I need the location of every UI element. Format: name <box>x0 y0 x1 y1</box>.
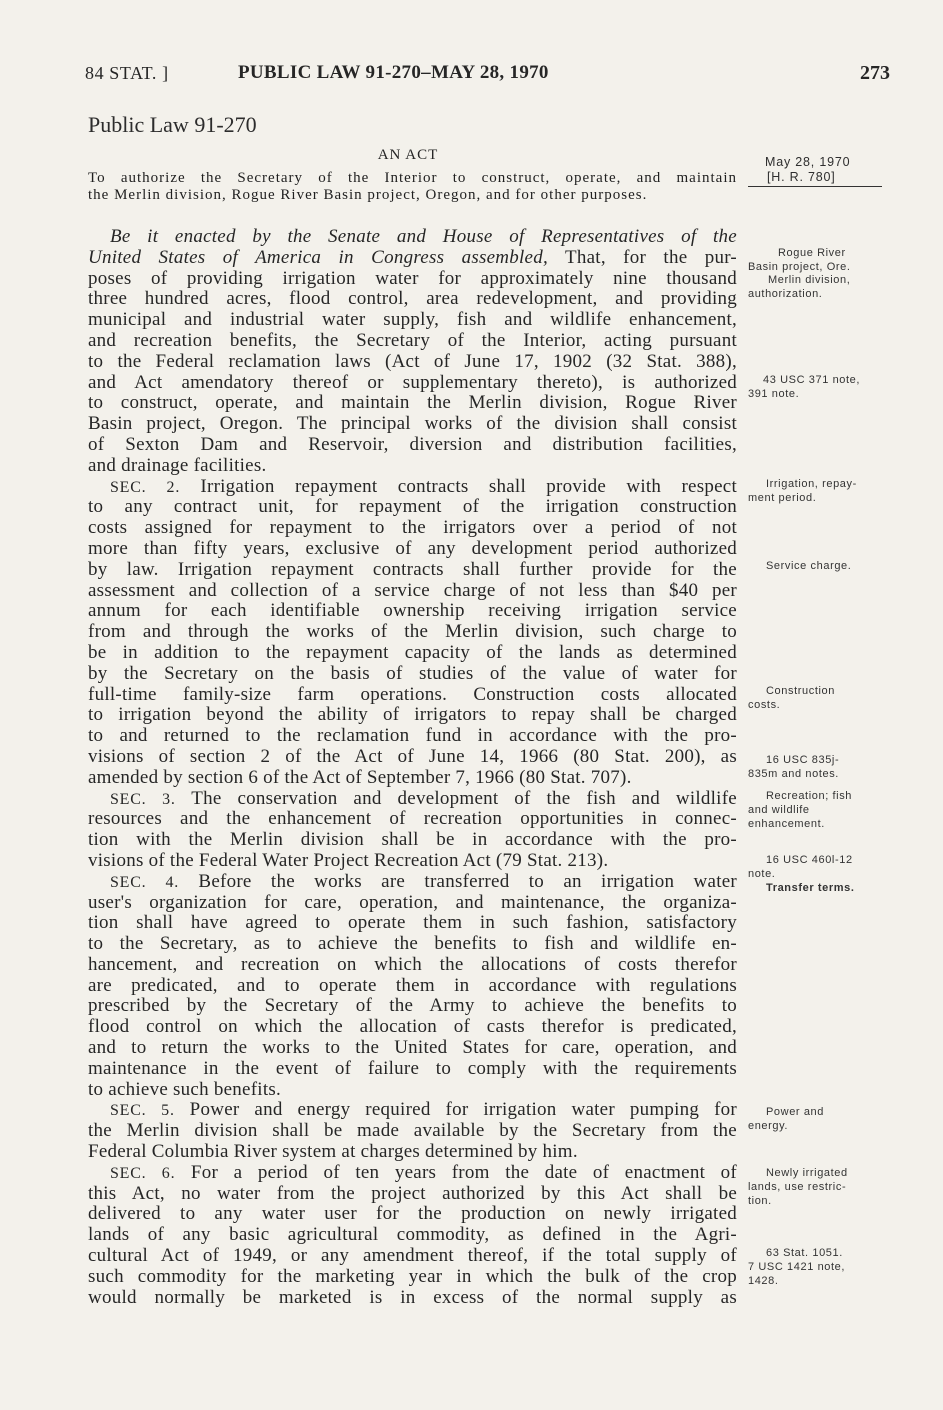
margin-note-line: and wildlife <box>748 804 810 816</box>
body-line: are predicated, and to operate them in accordance with regulations <box>88 974 737 996</box>
section-label: SEC. 2. <box>110 478 181 496</box>
margin-note-usc-citation <box>748 753 839 781</box>
volume-citation: 84 STAT. ] <box>85 63 169 83</box>
body-line: and drainage facilities. <box>88 454 267 476</box>
margin-note-line: 1428. <box>748 1275 779 1287</box>
body-line: costs assigned for repayment to the irrigators over a period of not <box>88 517 737 539</box>
body-line: municipal and industrial water supply, fish and wildlife enhancement, <box>88 309 737 331</box>
margin-note-power-energy <box>748 1105 824 1133</box>
purpose-line: To authorize the Secretary of the Interior to construct, operate, and maintain <box>88 170 737 186</box>
margin-note-line: 63 Stat. 1051. <box>766 1247 843 1259</box>
body-line: would normally be marketed is in excess of the normal supply as <box>88 1286 737 1308</box>
margin-note-line: enhancement. <box>748 818 825 830</box>
body-line: and Act amendatory thereof or supplementary thereto), is authorized <box>88 371 737 393</box>
margin-note-line: tion. <box>748 1195 772 1207</box>
margin-note-line: Rogue River <box>778 247 846 259</box>
body-line: to irrigation beyond the ability of irrigators to repay shall be charged <box>88 704 737 726</box>
margin-note-line: Construction <box>766 685 835 697</box>
body-line: prescribed by the Secretary of the Army to achieve the benefits to <box>88 995 737 1017</box>
body-line: three hundred acres, flood control, area redevelopment, and providing <box>88 288 737 310</box>
body-line: of Sexton Dam and Reservoir, diversion and distribution facilities, <box>88 433 737 455</box>
body-line: from and through the works of the Merlin division, such charge to <box>88 621 737 643</box>
margin-note-line: energy. <box>748 1120 789 1132</box>
margin-note-usc-citation <box>748 373 860 401</box>
margin-note-line: Newly irrigated <box>766 1167 848 1179</box>
act-purpose <box>88 170 737 204</box>
body-line <box>88 477 737 498</box>
body-line: Basin project, Oregon. The principal works of the division shall consist <box>88 413 737 435</box>
body-text: The conservation and development of the fish and wildlife <box>191 787 737 809</box>
body-line: user's organization for care, operation, and maintenance, the organiza- <box>88 891 737 913</box>
body-line: to any contract unit, for repayment of the irrigation construction <box>88 496 737 518</box>
body-line: amended by section 6 of the Act of September 7, 1966 (80 Stat. 707). <box>88 766 632 788</box>
body-line <box>88 227 737 248</box>
section-label: SEC. 3. <box>110 790 176 808</box>
margin-note-construction-costs <box>748 684 835 712</box>
margin-note-line: Service charge. <box>766 560 852 572</box>
section-2 <box>88 477 737 789</box>
body-line: to the Federal reclamation laws (Act of June 17, 1902 (32 Stat. 388), <box>88 350 737 372</box>
margin-note-line: 835m and notes. <box>748 768 839 780</box>
body-line: Federal Columbia River system at charges determined by him. <box>88 1141 578 1163</box>
body-line: and recreation benefits, the Secretary of the Interior, acting pursuant <box>88 329 737 351</box>
margin-note-line: 391 note. <box>748 388 800 400</box>
enacting-formula: United States of America in Congress assembled, <box>88 246 548 268</box>
act-label: AN ACT <box>377 147 439 163</box>
margin-note-line: Recreation; fish <box>766 790 853 802</box>
body-text: Power and energy required for irrigation water pumping for <box>189 1099 737 1121</box>
margin-note-line: lands, use restric- <box>748 1181 847 1193</box>
margin-note-line: note. <box>748 868 776 880</box>
margin-note-line: 43 USC 371 note, <box>763 374 861 386</box>
body-line <box>88 1100 737 1121</box>
body-line: tion with the Merlin division shall be in accordance with the pro- <box>88 829 737 851</box>
body-line: this Act, no water from the project authorized by this Act shall be <box>88 1182 737 1204</box>
margin-note-line: Merlin division, <box>768 274 851 286</box>
section-label: SEC. 4. <box>110 873 180 891</box>
body-line <box>88 789 737 810</box>
body-line: to and returned to the reclamation fund in accordance with the pro- <box>88 725 737 747</box>
law-title: Public Law 91-270 <box>88 112 257 137</box>
margin-note-rogue-river <box>748 246 851 274</box>
margin-note-newly-irrigated <box>748 1166 848 1208</box>
body-text: For a period of ten years from the date of enactment of <box>190 1161 737 1183</box>
body-line: such commodity for the marketing year in which the bulk of the crop <box>88 1265 737 1287</box>
margin-note-line: costs. <box>748 699 781 711</box>
margin-note-service-charge <box>748 559 851 573</box>
body-line: to achieve such benefits. <box>88 1078 282 1100</box>
margin-note-repayment-period <box>748 477 857 505</box>
body-line: and to return the works to the United States for care, operation, and <box>88 1037 737 1059</box>
body-text: Irrigation repayment contracts shall provide with respect <box>200 475 738 497</box>
margin-note-transfer-terms <box>748 881 854 895</box>
body-line: maintenance in the event of failure to comply with the requirements <box>88 1057 737 1079</box>
body-line: more than fifty years, exclusive of any development period authorized <box>88 537 737 559</box>
body-line: delivered to any water user for the production on newly irrigated <box>88 1203 737 1225</box>
body-line: lands of any basic agricultural commodity, as defined in the Agri- <box>88 1224 737 1246</box>
section-4 <box>88 872 737 1101</box>
body-line: visions of section 2 of the Act of June 14, 1966 (80 Stat. 200), as <box>88 745 737 767</box>
body-line: poses of providing irrigation water for approximately nine thousand <box>88 267 737 289</box>
body-line: cultural Act of 1949, or any amendment thereof, if the total supply of <box>88 1245 737 1267</box>
body-line <box>88 872 737 893</box>
margin-note-stat-citation <box>748 1246 845 1288</box>
body-line: assessment and collection of a service charge of not less than $40 per <box>88 579 737 601</box>
body-line: visions of the Federal Water Project Recreation Act (79 Stat. 213). <box>88 849 609 871</box>
body-line: the Merlin division shall be made available by the Secretary from the <box>88 1120 737 1142</box>
margin-note-line: 7 USC 1421 note, <box>748 1261 846 1273</box>
section-label: SEC. 6. <box>110 1164 176 1182</box>
body-line: resources and the enhancement of recreation opportunities in connec- <box>88 808 737 830</box>
margin-note-line: Transfer terms. <box>766 882 855 894</box>
body-line: be in addition to the repayment capacity of the lands as determined <box>88 641 737 663</box>
margin-note-line: Power and <box>766 1106 824 1118</box>
body-line: tion shall have agreed to operate them in such fashion, satisfactory <box>88 912 737 934</box>
running-head: PUBLIC LAW 91-270–MAY 28, 1970 <box>238 62 549 83</box>
margin-note-line: authorization. <box>748 288 823 300</box>
section-5 <box>88 1100 737 1162</box>
body-line: to the Secretary, as to achieve the benefits to fish and wildlife en- <box>88 933 737 955</box>
margin-note-line: 16 USC 835j- <box>766 754 840 766</box>
body-line <box>88 1163 737 1184</box>
margin-note-line: Irrigation, repay- <box>766 478 857 490</box>
page-number: 273 <box>860 62 890 84</box>
body-line: to construct, operate, and maintain the Merlin division, Rogue River <box>88 392 737 414</box>
body-line: by law. Irrigation repayment contracts shall further provide for the <box>88 558 737 580</box>
body-text: Before the works are transferred to an irrigation water <box>198 870 738 892</box>
enactment-date: May 28, 1970 <box>765 155 851 169</box>
margin-note-usc-citation <box>748 853 853 881</box>
bill-number: [H. R. 780] <box>767 170 836 184</box>
body-line: full-time family-size farm operations. Construction costs allocated <box>88 683 737 705</box>
body-line: annum for each identifiable ownership receiving irrigation service <box>88 600 737 622</box>
margin-note-recreation <box>748 789 852 831</box>
margin-note-line: 16 USC 460l-12 <box>766 854 853 866</box>
section-label: SEC. 5. <box>110 1102 175 1120</box>
body-line: flood control on which the allocation of casts therefor is predicated, <box>88 1016 737 1038</box>
margin-note-merlin-division <box>748 273 850 301</box>
body-line: hancement, and recreation on which the allocations of costs therefor <box>88 953 737 975</box>
body-text: That, for the pur- <box>565 246 737 268</box>
enacting-formula: Be it enacted by the Senate and House of Representatives of the <box>110 226 737 247</box>
section-6 <box>88 1163 737 1309</box>
purpose-line: the Merlin division, Rogue River Basin project, Oregon, and for other purposes. <box>88 187 648 203</box>
statute-body <box>88 227 737 1308</box>
margin-rule <box>748 186 882 187</box>
margin-note-line: ment period. <box>748 492 817 504</box>
body-line <box>88 248 737 269</box>
enacting-clause <box>88 227 737 477</box>
section-3 <box>88 789 737 872</box>
body-line: by the Secretary on the basis of studies of the value of water for <box>88 662 737 684</box>
margin-note-line: Basin project, Ore. <box>748 261 851 273</box>
